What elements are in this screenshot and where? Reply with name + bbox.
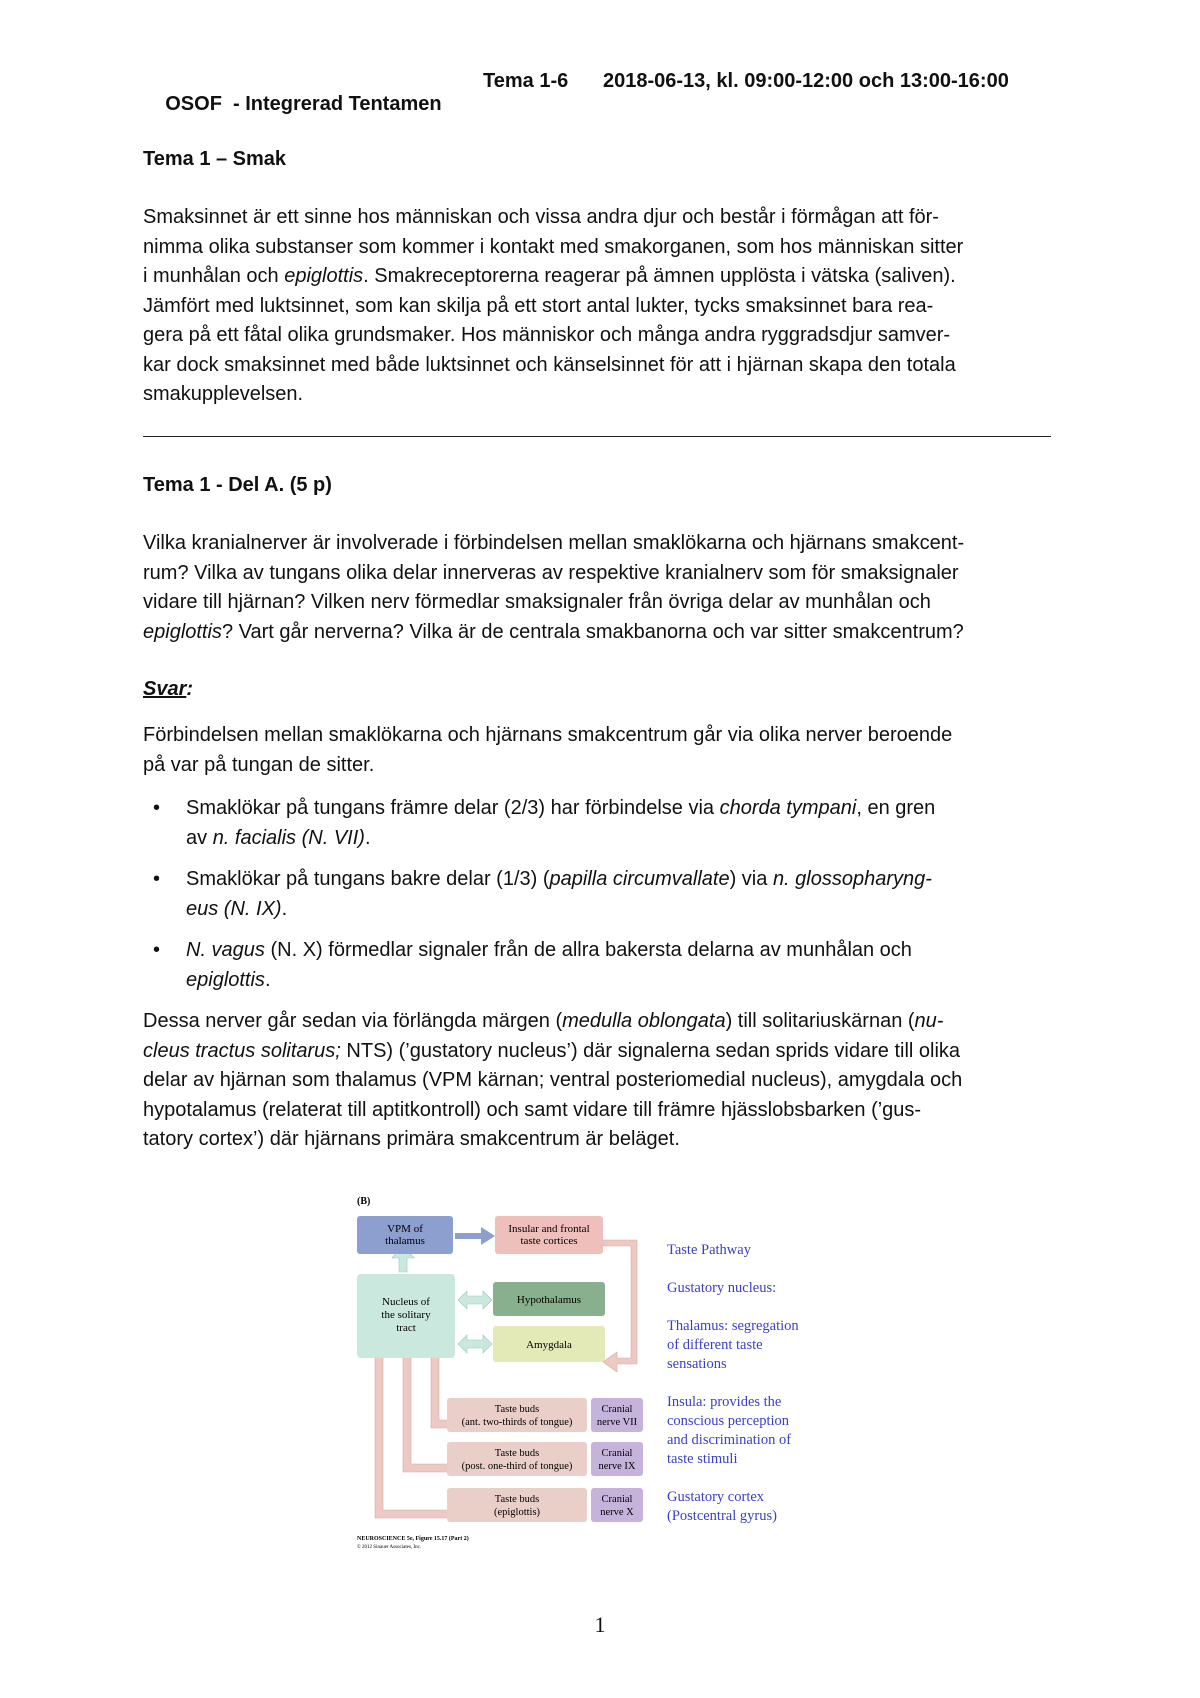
header-course: OSOF - Integrerad Tentamen <box>165 93 442 115</box>
page-number: 1 <box>594 1612 606 1637</box>
svg-text:sensations: sensations <box>667 1356 727 1372</box>
svg-text:Taste buds: Taste buds <box>494 1448 540 1459</box>
svg-text:VPM of: VPM of <box>387 1223 423 1235</box>
taste-pathway-figure <box>355 1192 875 1555</box>
intro-line: Jämfört med luktsinnet, som kan skilja på ett stort antal lukter, tycks smaksinnet bara rea- <box>143 294 934 317</box>
list-item: • N. vagus (N. X) förmedlar signaler från de allra bakersta delarna av munhålan och epiglottis. <box>153 939 912 991</box>
svg-text:Gustatory cortex: Gustatory cortex <box>667 1489 765 1505</box>
page-header <box>143 70 442 139</box>
intro-line: Smaksinnet är ett sinne hos människan och vissa andra djur och består i förmågan att för- <box>143 206 939 228</box>
intro-line: kar dock smaksinnet med både luktsinnet och känselsinnet för att i hjärnan skapa den totala <box>143 353 956 376</box>
divider <box>143 436 1051 437</box>
svg-text:Nucleus of: Nucleus of <box>382 1296 430 1308</box>
list-item: • Smaklökar på tungans främre delar (2/3) har förbindelse via chorda tympani, en gren av n. facialis (N. VII). <box>153 797 936 849</box>
svg-text:(post. one-third of tongue): (post. one-third of tongue) <box>461 1461 573 1472</box>
svg-text:thalamus: thalamus <box>385 1235 425 1247</box>
svg-text:of different taste: of different taste <box>667 1337 763 1353</box>
header-tema: Tema 1-6 <box>483 70 569 92</box>
question-line: Vilka kranialnerver är involverade i förbindelsen mellan smaklökarna och hjärnans smakcent- <box>143 532 965 554</box>
svg-text:Taste buds: Taste buds <box>494 1494 540 1505</box>
question-line: vidare till hjärnan? Vilken nerv förmedlar smaksignaler från övriga delar av munhålan och <box>143 591 931 613</box>
intro-line: smakupplevelsen. <box>143 383 304 405</box>
svg-text:(epiglottis): (epiglottis) <box>493 1507 541 1518</box>
svg-text:Amygdala: Amygdala <box>526 1339 572 1351</box>
svg-text:(Postcentral gyrus): (Postcentral gyrus) <box>667 1508 777 1524</box>
svg-text:nerve IX: nerve IX <box>598 1461 636 1472</box>
intro-line: nimma olika substanser som kommer i kontakt med smakorganen, som hos människan sitter <box>143 235 964 258</box>
section-title: Tema 1 – Smak <box>143 148 287 170</box>
svg-text:Thalamus: segregation: Thalamus: segregation <box>667 1318 799 1334</box>
svg-text:conscious perception: conscious perception <box>667 1413 790 1429</box>
header-date: 2018-06-13, kl. 09:00-12:00 och 13:00-16:00 <box>603 70 1009 92</box>
svg-text:Cranial: Cranial <box>601 1404 633 1415</box>
figure-panel-label: (B) <box>357 1196 371 1207</box>
svg-text:Gustatory nucleus:: Gustatory nucleus: <box>667 1280 777 1296</box>
svg-text:tract: tract <box>396 1322 416 1334</box>
answer-intro <box>143 721 1055 780</box>
question-line: epiglottis? Vart går nerverna? Vilka är de centrala smakbanorna och var sitter smakcentrum? <box>143 620 964 643</box>
svg-text:Hypothalamus: Hypothalamus <box>516 1294 582 1306</box>
double-arrows <box>458 1291 492 1353</box>
svg-text:Taste Pathway: Taste Pathway <box>667 1242 751 1258</box>
intro-line: i munhålan och epiglottis. Smakreceptorerna reagerar på ämnen upplösta i vätska (saliven). <box>143 265 956 287</box>
figure-copyright: © 2012 Sinauer Associates, Inc. <box>357 1545 422 1550</box>
svg-text:taste cortices: taste cortices <box>520 1235 578 1247</box>
svg-text:Cranial: Cranial <box>601 1494 633 1505</box>
pathway-paragraph: Dessa nerver går sedan via förlängda märgen (medulla oblongata) till solitariuskärnan (nu- cleus tractus solitarus; NTS) (’gustatory nucleus’) där signalerna sedan sprids vidare till olika delar av hjärnan som thalamus (VPM kärnan; ventral posteriomedial nucleus), amygdala och hypotalamus (relaterat till aptitkontroll) och samt vidare till främre hjässlobsbarken (’gus- tatory cortex’) där hjärnans primära smakcentrum är beläget. <box>143 1010 963 1150</box>
svg-text:Taste buds: Taste buds <box>494 1404 540 1415</box>
svg-text:and discrimination of: and discrimination of <box>667 1432 792 1448</box>
vpm-to-insular-arrow <box>455 1227 495 1245</box>
list-item: • Smaklökar på tungans bakre delar (1/3) (papilla circumvallate) via n. glossopharyng- eus (N. IX). <box>153 868 932 920</box>
svg-text:taste stimuli: taste stimuli <box>667 1451 738 1467</box>
intro-paragraph <box>143 203 1055 410</box>
question-paragraph <box>143 529 1055 647</box>
svg-text:nerve VII: nerve VII <box>596 1417 638 1428</box>
answer-bullets <box>113 794 1055 995</box>
svg-text:Insula: provides the: Insula: provides the <box>667 1394 782 1410</box>
svg-text:nerve X: nerve X <box>600 1507 634 1518</box>
del-title: Tema 1 - Del A. (5 p) <box>143 474 332 496</box>
figure-notes <box>667 1242 799 1524</box>
answer-line: Förbindelsen mellan smaklökarna och hjärnans smakcentrum går via olika nerver beroende <box>143 724 953 746</box>
svg-text:Cranial: Cranial <box>601 1448 633 1459</box>
intro-line: gera på ett fåtal olika grundsmaker. Hos människor och många andra ryggradsdjur samver- <box>143 324 951 346</box>
answer-line: på var på tungan de sitter. <box>143 753 375 776</box>
figure-credit: NEUROSCIENCE 5e, Figure 15.17 (Part 2) <box>357 1536 469 1542</box>
svg-text:Insular and frontal: Insular and frontal <box>508 1223 590 1235</box>
svar-label: Svar: <box>143 678 194 700</box>
question-line: rum? Vilka av tungans olika delar innerveras av respektive kranialnerv som för smaksignaler <box>143 561 959 584</box>
svg-text:the solitary: the solitary <box>381 1309 431 1321</box>
svg-text:(ant. two-thirds of tongue): (ant. two-thirds of tongue) <box>461 1417 573 1428</box>
